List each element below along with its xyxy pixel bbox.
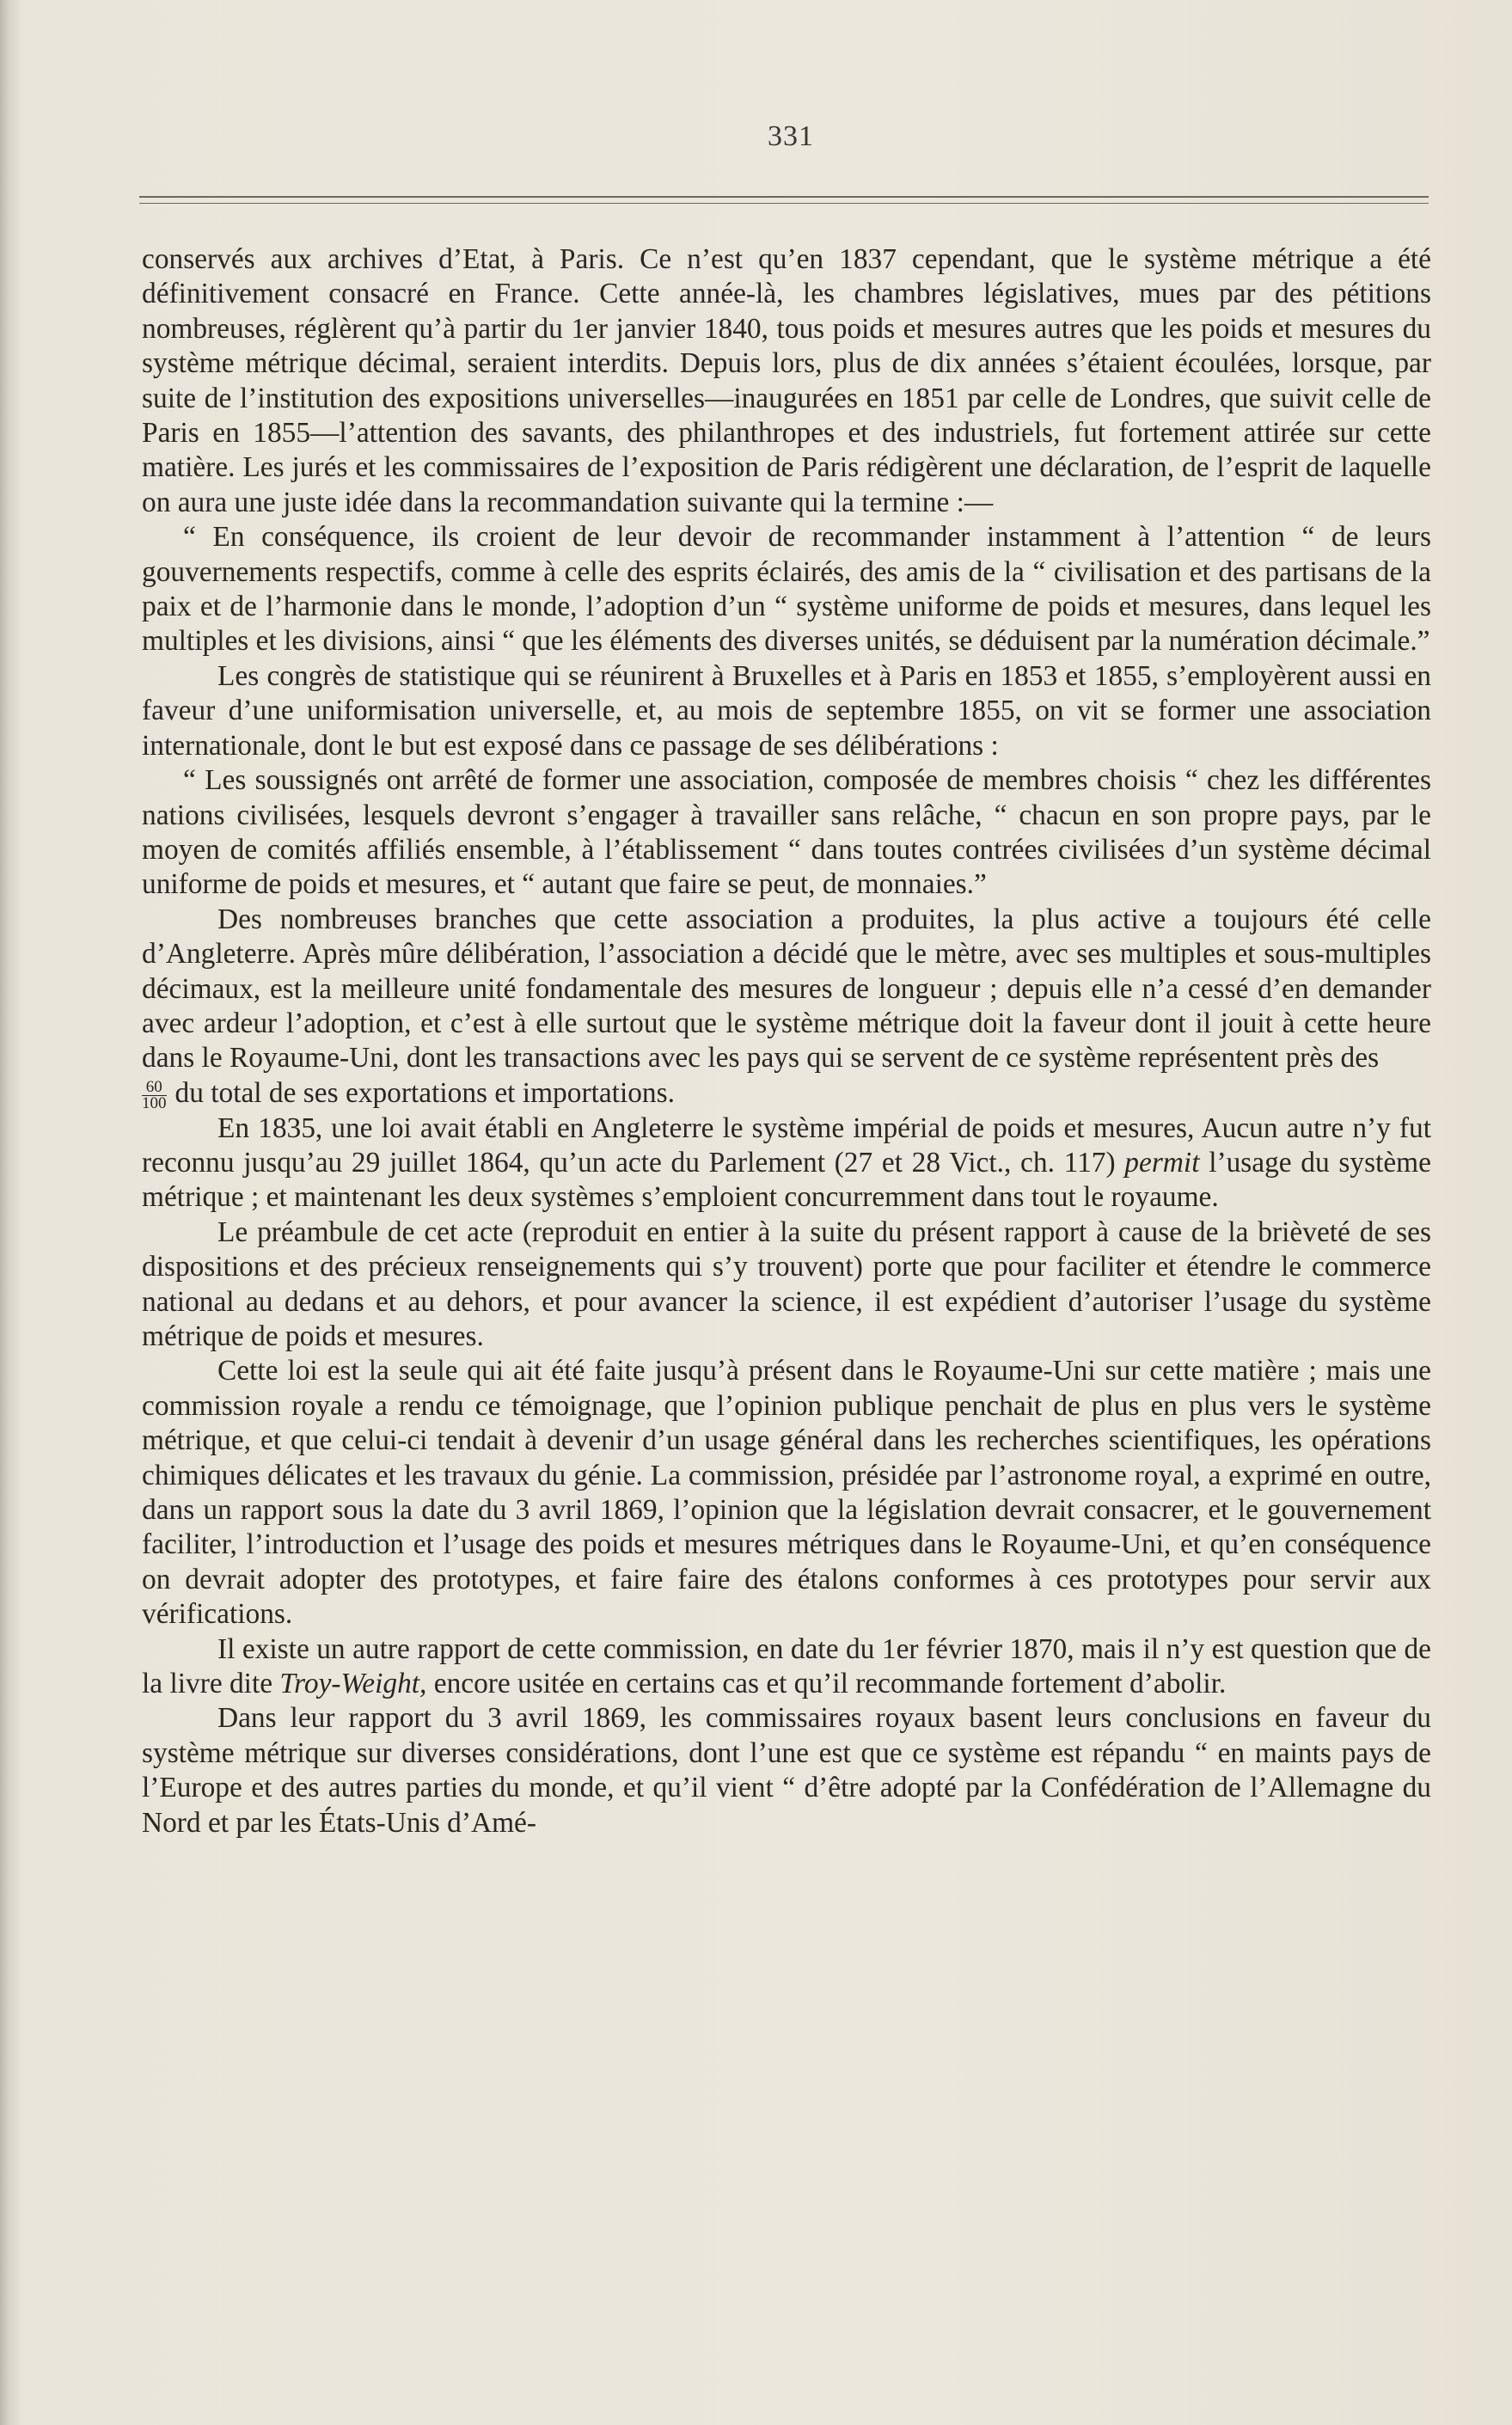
- paragraph-part: l’usage du système métrique ; et maintenant les deux systèmes s’emploient concurremment dans tout le royaume.: [142, 1146, 1431, 1214]
- paragraph: Le préambule de cet acte (reproduit en entier à la suite du présent rapport à cause de la brièveté de ses dispositions et des précieux renseignements qui s’y trouvent) porte que pour faciliter et étendre le commerce national au dedans et au dehors, et pour avancer la science, il est expédient d’autoriser l’usage du système métrique de poids et mesures.: [142, 1216, 1431, 1353]
- paragraph: conservés aux archives d’Etat, à Paris. Ce n’est qu’en 1837 cependant, que le système métrique a été définitivement consacré en France. Cette année-là, les chambres législatives, mues par des pétitions nombreuses, réglèrent qu’à partir du 1er janvier 1840, tous poids et mesures autres que les poids et mesures du système métrique décimal, seraient interdits. Depuis lors, plus de dix années s’étaient écoulées, lorsque, par suite de l’institution des expositions universelles—inaugurées en 1851 par celle de Londres, que suivit celle de Paris en 1855—l’attention des savants, des philanthropes et des industriels, fut fortement attirée sur cette matière. Les jurés et les commissaires de l’exposition de Paris rédigèrent une déclaration, de l’esprit de laquelle on aura une juste idée dans la recommandation suivante qui la termine :—: [142, 243, 1431, 518]
- fraction-denominator: 100: [142, 1093, 167, 1112]
- paragraph: [142, 1632, 1431, 1702]
- italic-term: permit: [1124, 1146, 1200, 1179]
- body-text: [142, 242, 1431, 1840]
- paragraph-part: encore usitée en certains cas et qu’il recommande fortement d’abolir.: [433, 1668, 1227, 1700]
- page-number: 331: [768, 120, 814, 152]
- fraction-line-text: du total de ses exportations et importations.: [174, 1076, 675, 1109]
- paragraph: Dans leur rapport du 3 avril 1869, les commissaires royaux basent leurs conclusions en faveur du système métrique sur diverses considérations, dont l’une est que ce système est répandu “ en maints pays de l’Europe et des autres parties du monde, et qu’il vient “ d’être adopté par la Confédération de l’Allemagne du Nord et par les États-Unis d’Amé-: [142, 1702, 1431, 1839]
- fraction: [142, 1077, 167, 1112]
- header-rule: [139, 196, 1429, 198]
- italic-term: Troy-Weight,: [279, 1668, 427, 1700]
- paragraph-part: En 1835, une loi avait établi en Angleterre le système impérial de poids et mesures, Aucun autre n’y fut reconnu jusqu’au 29 juillet 1864, qu’un acte du Parlement (27 et 28 Vict., ch. 117): [142, 1111, 1431, 1179]
- quotation: “ Les soussignés ont arrêté de former une association, composée de membres choisis “ chez les différentes nations civilisées, lesquels devront s’engager à travailler sans relâche, “ chacun en son propre pays, par le moyen de comités affiliés ensemble, à l’établissement “ dans toutes contrées civilisées d’un système décimal uniforme de poids et mesures, et “ autant que faire se peut, de monnaies.”: [142, 764, 1431, 901]
- paragraph: Des nombreuses branches que cette association a produites, la plus active a toujours été celle d’Angleterre. Après mûre délibération, l’association a décidé que le mètre, avec ses multiples et sous-multiples décimaux, est la meilleure unité fondamentale des mesures de longueur ; depuis elle n’a cessé d’en demander avec ardeur l’adoption, et c’est à elle surtout que le système métrique doit la faveur dont il jouit à cette heure dans le Royaume-Uni, dont les transactions avec les pays qui se servent de ce système représentent près des: [142, 903, 1431, 1075]
- paragraph: Les congrès de statistique qui se réunirent à Bruxelles et à Paris en 1853 et 1855, s’employèrent aussi en faveur d’une uniformisation universelle, et, au mois de septembre 1855, on vit se former une association internationale, dont le but est exposé dans ce passage de ses délibérations :: [142, 659, 1431, 762]
- fraction-numerator: 60: [142, 1080, 167, 1096]
- paragraph: Cette loi est la seule qui ait été faite jusqu’à présent dans le Royaume-Uni sur cette matière ; mais une commission royale a rendu ce témoignage, que l’opinion publique penchait de plus en plus vers le système métrique, et que celui-ci tendait à devenir d’un usage général dans les recherches scientifiques, les opérations chimiques délicates et les travaux du génie. La commission, présidée par l’astronome royal, a exprimé en outre, dans un rapport sous la date du 3 avril 1869, l’opinion que la législation devrait consacrer, et le gouvernement faciliter, l’introduction et l’usage des poids et mesures métriques dans le Royaume-Uni, et qu’en conséquence on devrait adopter des prototypes, et faire faire des étalons conformes à ces prototypes pour servir aux vérifications.: [142, 1355, 1431, 1631]
- quotation: “ En conséquence, ils croient de leur devoir de recommander instamment à l’attention “ de leurs gouvernements respectifs, comme à celle des esprits éclairés, des amis de la “ civilisation et des partisans de la paix et de l’harmonie dans le monde, l’adoption d’un “ système uniforme de poids et mesures, dans lequel les multiples et les divisions, ainsi “ que les éléments des diverses unités, se déduisent par la numération décimale.”: [142, 521, 1431, 658]
- header-rule-thin: [139, 203, 1429, 204]
- paragraph: [142, 1111, 1431, 1216]
- paragraph-fraction-line: [142, 1076, 1431, 1111]
- paragraph-part: Il existe un autre rapport de cette commission, en date du 1er février 1870, mais il n’y est question que de la livre dite: [142, 1632, 1431, 1700]
